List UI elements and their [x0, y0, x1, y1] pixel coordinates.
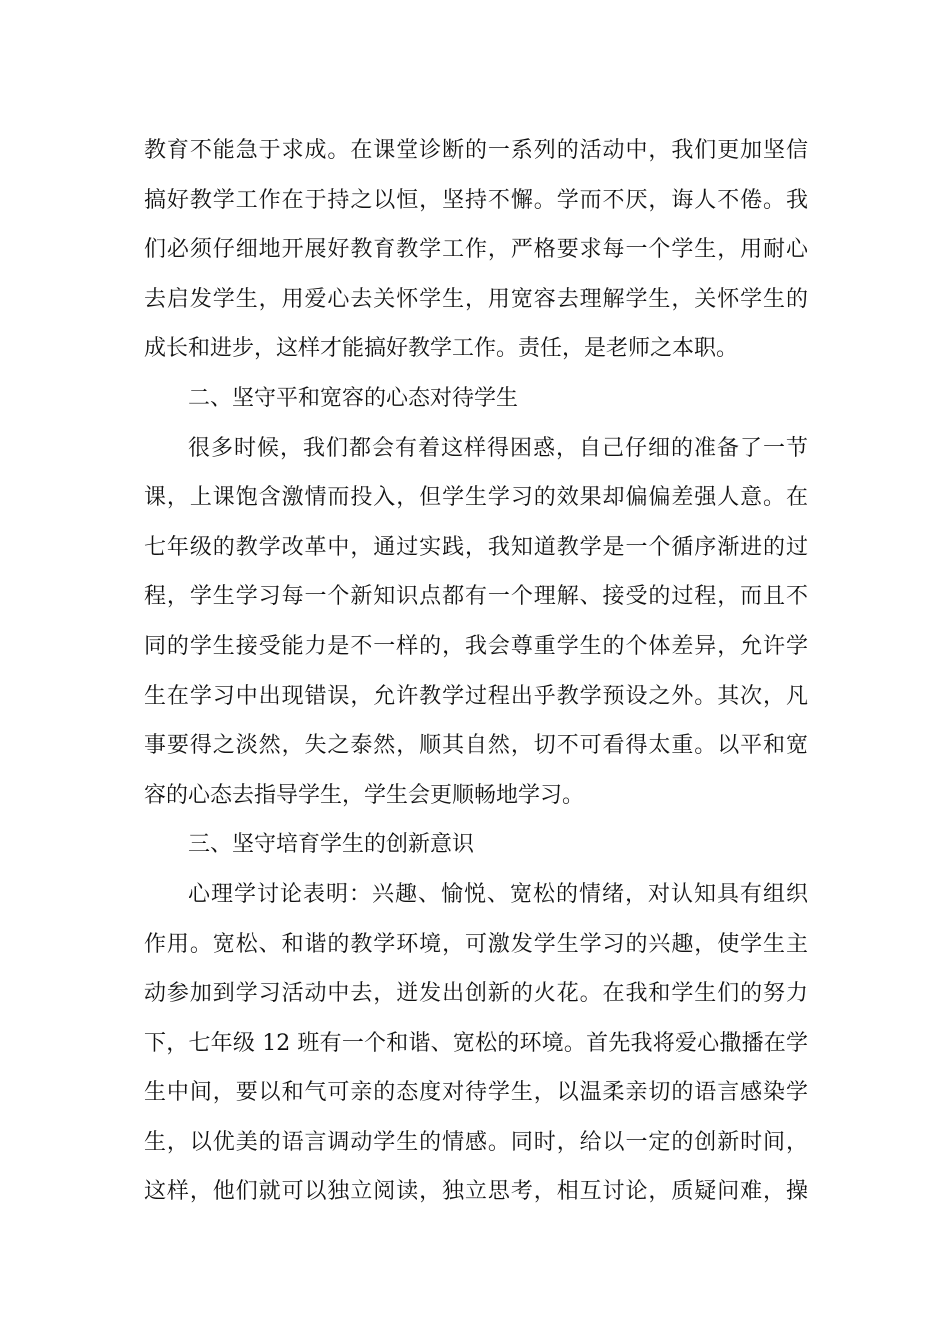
text-line: 课，上课饱含激情而投入，但学生学习的效果却偏偏差强人意。在 [144, 485, 808, 511]
text-line: 下，七年级 12 班有一个和谐、宽松的环境。首先我将爱心撒播在学 [144, 1030, 808, 1056]
section-heading [144, 374, 808, 424]
body-paragraph [144, 870, 808, 1217]
body-paragraph [144, 126, 808, 374]
text-line: 去启发学生，用爱心去关怀学生，用宽容去理解学生，关怀学生的 [144, 286, 808, 312]
text-line: 教育不能急于求成。在课堂诊断的一系列的活动中，我们更加坚信 [144, 138, 808, 163]
text-line: 心理学讨论表明：兴趣、愉悦、宽松的情绪，对认知具有组织 [188, 881, 808, 907]
heading-text: 三、坚守培育学生的创新意识 [188, 832, 475, 858]
text-line: 作用。宽松、和谐的教学环境，可激发学生学习的兴趣，使学生主 [144, 931, 808, 957]
text-line: 同的学生接受能力是不一样的，我会尊重学生的个体差异，允许学 [144, 633, 808, 659]
text-line: 程，学生学习每一个新知识点都有一个理解、接受的过程，而且不 [144, 584, 808, 610]
text-line: 生在学习中出现错误，允许教学过程出乎教学预设之外。其次，凡 [144, 683, 808, 709]
text-line: 生中间，要以和气可亲的态度对待学生，以温柔亲切的语言感染学 [144, 1080, 808, 1106]
document-page [144, 126, 808, 1217]
text-line: 们必须仔细地开展好教育教学工作，严格要求每一个学生，用耐心 [144, 237, 808, 263]
text-line: 容的心态去指导学生，学生会更顺畅地学习。 [144, 782, 585, 808]
text-line: 七年级的教学改革中，通过实践，我知道教学是一个循序渐进的过 [144, 534, 808, 560]
text-line: 事要得之淡然，失之泰然，顺其自然，切不可看得太重。以平和宽 [144, 733, 808, 759]
text-line: 很多时候，我们都会有着这样得困惑，自己仔细的准备了一节 [188, 435, 808, 461]
text-line: 这样，他们就可以独立阅读，独立思考，相互讨论，质疑问难，操 [144, 1179, 808, 1205]
text-line: 搞好教学工作在于持之以恒，坚持不懈。学而不厌，诲人不倦。我 [144, 187, 808, 213]
text-line: 生，以优美的语言调动学生的情感。同时，给以一定的创新时间， [144, 1129, 808, 1155]
section-heading [144, 820, 808, 870]
heading-text: 二、坚守平和宽容的心态对待学生 [188, 385, 519, 411]
body-paragraph [144, 424, 808, 821]
text-line: 成长和进步，这样才能搞好教学工作。责任，是老师之本职。 [144, 336, 739, 362]
text-line: 动参加到学习活动中去，迸发出创新的火花。在我和学生们的努力 [144, 981, 808, 1007]
